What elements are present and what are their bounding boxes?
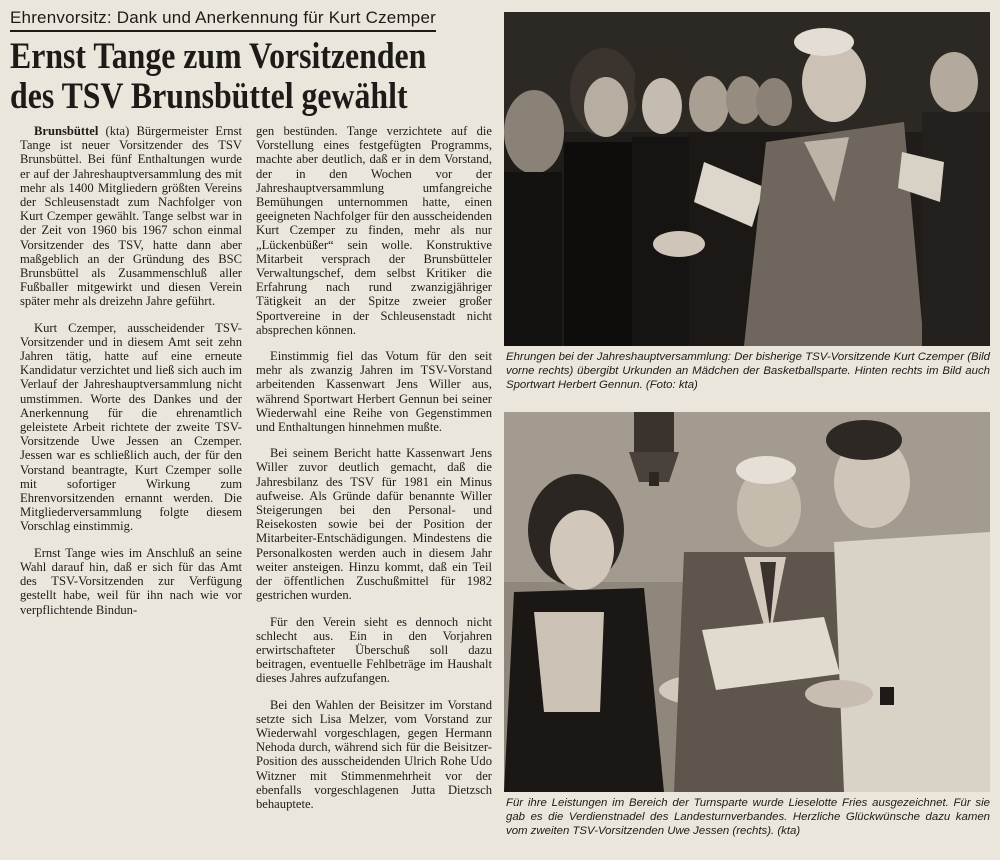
paragraph: Für den Verein sieht es dennoch nicht schlecht aus. Ein in den Vorjahren erwirtschafteter Überschuß soll dazu beitragen, eventuelle Fehlbeträge im Haushalt dieses Jahres aufzufangen. — [256, 614, 492, 686]
article-column-2 — [256, 124, 492, 811]
headline — [10, 37, 431, 117]
section-kicker: Ehrenvorsitz: Dank und Anerkennung für Kurt Czemper — [10, 8, 436, 32]
paragraph: gen bestünden. Tange verzichtete auf die Vorstellung eines festgefügten Programms, machte aber deutlich, daß er in dem Vorstand, der in den Wochen vor der Jahreshauptversammlung umfangreiche Bemühungen unternommen hatte, einen geeigneten Nachfolger für den ausscheidenden Kurt Czemper zu finden, mehr als nur „Lückenbüßer“ sein wolle. Konstruktive Mitarbeit versprach der Brunsbütteler Verwaltungschef, dem selbst Kritiker die Erfahrung nach rund zwanzigjähriger Tätigkeit an der Spitze zweier großer Sportvereine in der Schleusenstadt nicht absprechen können. — [256, 124, 492, 337]
photo-basketball-awards — [504, 12, 990, 346]
photo-basketball-awards-caption: Ehrungen bei der Jahreshauptversammlung: Der bisherige TSV-Vorsitzende Kurt Czemper (Bild vorne rechts) übergibt Urkunden an Mädchen der Basketballsparte. Hinten rechts im Bild auch Sportwart Herbert Gennun. (Foto: kta) — [506, 351, 990, 391]
paragraph: Bei den Wahlen der Beisitzer im Vorstand setzte sich Lisa Melzer, vom Vorstand zur Wiederwahl vorgeschlagen, gegen Hermann Nehoda durch, während sich für die Beisitzer-Position des ausscheidenden Ulrich Rohe Udo Witzner mit Stimmenmehrheit vor der ebenfalls vorgeschlagenen Jutta Dietzsch behauptete. — [256, 697, 492, 811]
headline-line-1: Ernst Tange zum Vorsitzenden — [10, 36, 427, 77]
photo-handshake-award — [504, 412, 990, 792]
paragraph-text: (kta) Bürgermeister Ernst Tange ist neuer Vorsitzender des TSV Brunsbüttel. Bei fünf Enthaltungen wurde er auf der Jahreshauptversammlung des mit mehr als 1400 Mitgliedern größten Vereins der Schleusenstadt zum Nachfolger von Kurt Czemper gewählt. Tange selbst war in der Zeit von 1960 bis 1967 schon einmal Vorsitzender des TSV, hatte dann aber maßgeblich an der Gründung des BSC Brunsbüttel als Zusammenschluß aller Fußballer mitgewirkt und diesen Verein später mehr als dreizehn Jahre geführt. — [20, 124, 243, 309]
photo-basketball-awards-image — [504, 12, 990, 346]
article-column-1 — [20, 124, 242, 617]
headline-line-2: des TSV Brunsbüttel gewählt — [10, 76, 408, 117]
paragraph: Ernst Tange wies im Anschluß an seine Wahl darauf hin, daß er sich für das Amt des TSV-Vorsitzenden zur Verfügung gestellt habe, weil für ihn nach wie vor verpflichtende Bindun- — [20, 545, 242, 617]
paragraph: Einstimmig fiel das Votum für den seit mehr als zwanzig Jahren im TSV-Vorstand arbeitenden Kassenwart Jens Willer aus, während Sportwart Herbert Gennun bei seiner Wiederwahl eine Reihe von Gegenstimmen und Enthaltungen hinnehmen mußte. — [256, 349, 492, 435]
photo-handshake-award-caption: Für ihre Leistungen im Bereich der Turnsparte wurde Lieselotte Fries ausgezeichnet. Für sie gab es die Verdienstnadel des Landesturnverbandes. Herzliche Glückwünsche dazu kamen vom zweiten TSV-Vorsitzenden Uwe Jessen (rechts). (kta) — [506, 797, 990, 837]
dateline: Brunsbüttel — [34, 124, 99, 138]
paragraph — [20, 124, 242, 309]
photo-handshake-award-image — [504, 412, 990, 792]
paragraph: Kurt Czemper, ausscheidender TSV-Vorsitzender und in diesem Amt seit zehn Jahren tätig, hatte auf eine erneute Kandidatur verzichtet und ließ sich auch im Verlauf der Jahreshauptversammlung nicht umstimmen. Worte des Dankes und der Anerkennung für die ehrenamtlich geleistete Arbeit richtete der zweite TSV-Vorsitzende Uwe Jessen an Czemper. Jessen war es schließlich auch, der für den Vorstand beantragte, Kurt Czemper solle mit sofortiger Wirkung zum Ehrenvorsitzenden ernannt werden. Die Mitgliederversammlung folgte diesem Vorschlag einstimmig. — [20, 320, 242, 534]
paragraph: Bei seinem Bericht hatte Kassenwart Jens Willer zuvor deutlich gemacht, daß die Jahresbilanz des TSV für 1981 ein Minus aufweise. Als Gründe dafür benannte Willer Steigerungen bei den Personal- und Reisekosten sowie bei der Position der Mitarbeiter-Entschädigungen. Mindestens die Personalkosten werden auch in diesem Jahr weiter ansteigen. Hinzu kommt, daß ein Teil der öffentlichen Zuschußmittel für 1982 gestrichen wurden. — [256, 446, 492, 603]
